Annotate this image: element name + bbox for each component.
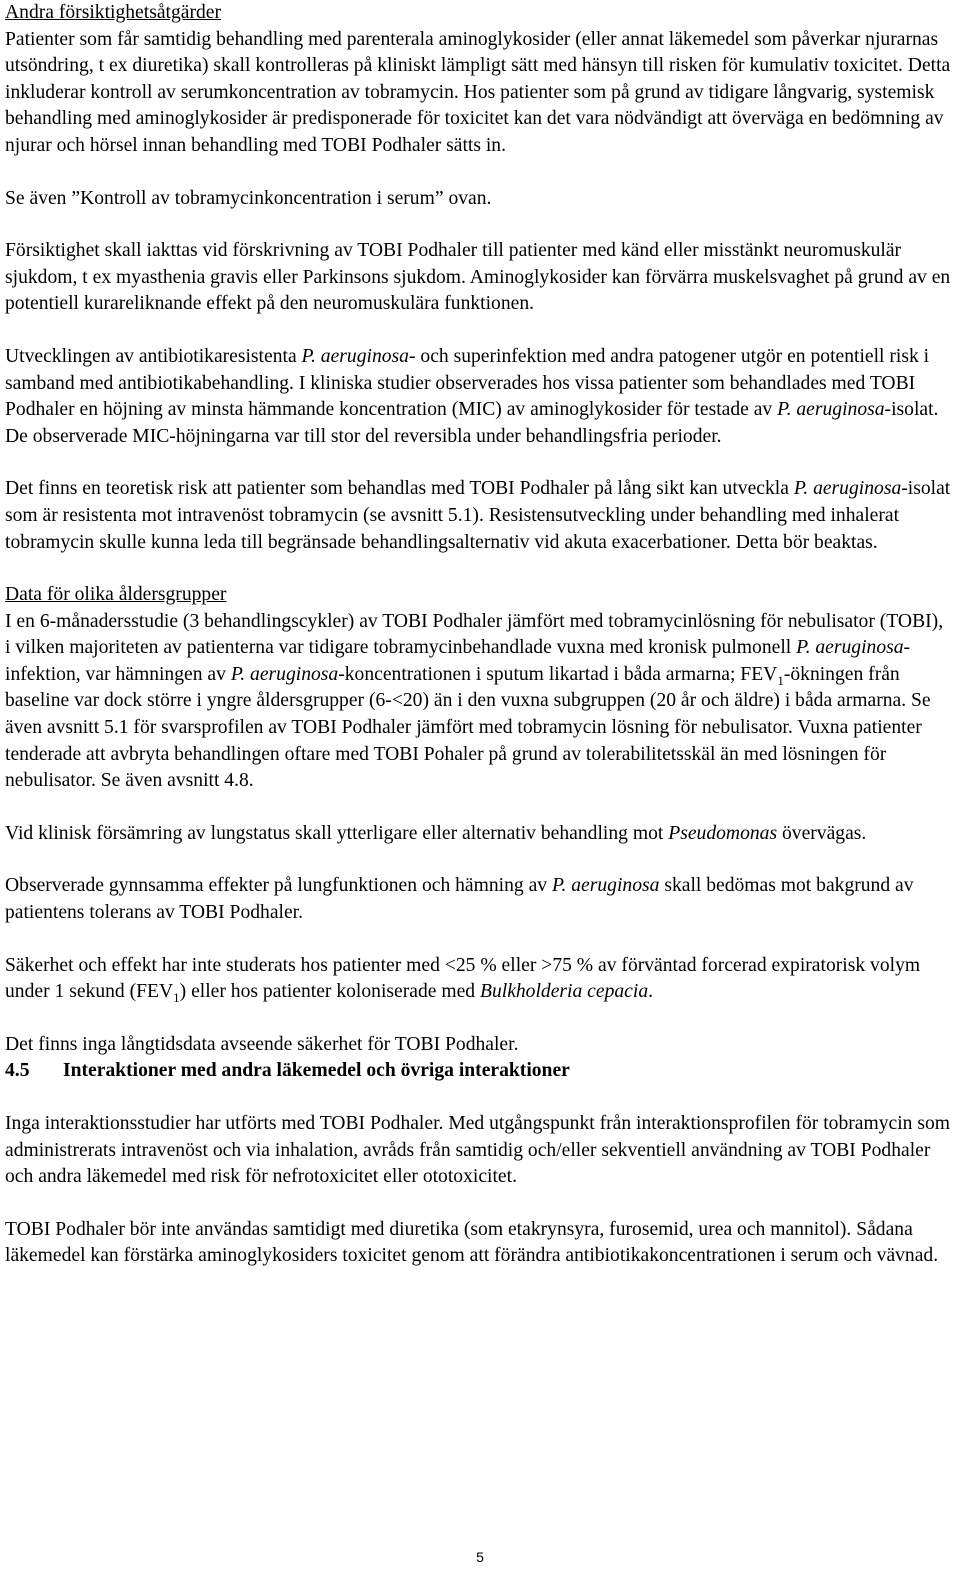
italic-text: Pseudomonas bbox=[668, 822, 778, 844]
text-run: -ökningen från baseline var dock större i yngre åldersgrupper (6-<20) än i den vuxna subgruppen (20 år och äldre) i båda armarna. Se även avsnitt 5.1 för svarsprofilen av TOBI Podhaler jämfört med tobramycin lösning för nebulisator. Vuxna patienter tenderade att avbryta behandlingen oftare med TOBI Pohaler på grund av tolerabilitetsskäl än med lösningen för nebulisator. Se även avsnitt 4.8. bbox=[5, 663, 931, 792]
paragraph bbox=[5, 344, 953, 450]
italic-text: P. aeruginosa bbox=[230, 663, 339, 685]
text-run: -isolat. De observerade MIC-höjningarna var till stor del reversibla under behandlingsfria perioder. bbox=[5, 399, 939, 447]
paragraph: Patienter som får samtidig behandling med parenterala aminoglykosider (eller annat läkemedel som påverkar njurarnas utsöndring, t ex diuretika) skall kontrolleras på kliniskt lämpligt sätt med hänsyn till risken för kumulativ toxicitet. Detta inkluderar kontroll av serumkoncentration av tobramycin. Hos patienter som på grund av tidigare långvarig, systemisk behandling med aminoglykosider är predisponerade för toxicitet kan det vara nödvändigt att överväga en bedömning av njurar och hörsel innan behandling med TOBI Podhaler sätts in. bbox=[5, 28, 951, 156]
paragraph bbox=[5, 821, 953, 848]
paragraph: Det finns inga långtidsdata avseende säkerhet för TOBI Podhaler. bbox=[5, 1033, 519, 1055]
section-heading-4-5 bbox=[5, 1058, 953, 1085]
text-run: ) eller hos patienter koloniserade med bbox=[179, 981, 480, 1003]
document-page bbox=[5, 0, 953, 1270]
subheading-age-groups: Data för olika åldersgrupper bbox=[5, 584, 227, 606]
text-run: -infektion, var hämningen av bbox=[5, 637, 911, 685]
italic-text: P. aeruginosa bbox=[777, 399, 885, 421]
text-run: -koncentrationen i sputum likartad i båda armarna; FEV bbox=[338, 663, 778, 685]
subscript: 1 bbox=[173, 990, 180, 1006]
text-run: Vid klinisk försämring av lungstatus skall ytterligare eller alternativ behandling mot bbox=[5, 822, 669, 844]
text-run: . bbox=[648, 981, 654, 1003]
paragraph: TOBI Podhaler bör inte användas samtidigt med diuretika (som etakrynsyra, furosemid, urea och mannitol). Sådana läkemedel kan förstärka aminoglykosiders toxicitet genom att förändra antibiotikakoncentrationen i serum och vävnad. bbox=[5, 1218, 939, 1267]
text-run: övervägas. bbox=[777, 822, 867, 844]
italic-text: P. aeruginosa bbox=[796, 637, 904, 659]
text-run: Säkerhet och effekt har inte studerats hos patienter med <25 % eller >75 % av förväntad forcerad expiratorisk volym under 1 sekund (FEV bbox=[5, 954, 921, 1003]
paragraph bbox=[5, 609, 953, 795]
italic-text: Bulkholderia cepacia bbox=[479, 981, 649, 1003]
text-run: skall bedömas mot bakgrund av patientens tolerans av TOBI Podhaler. bbox=[5, 875, 914, 924]
paragraph: Inga interaktionsstudier har utförts med TOBI Podhaler. Med utgångspunkt från interaktionsprofilen för tobramycin som administrerats intravenöst och via inhalation, avråds från samtidig och/eller sekventiell användning av TOBI Podhaler och andra läkemedel med risk för nefrotoxicitet eller ototoxicitet. bbox=[5, 1113, 951, 1188]
text-run: I en 6-månadersstudie (3 behandlingscykler) av TOBI Podhaler jämfört med tobramycinlösning för nebulisator (TOBI), i vilken majoriteten av patienterna var tidigare tobramycinbehandlade vuxna med kronisk pulmonell bbox=[5, 610, 944, 659]
section-number: 4.5 bbox=[5, 1060, 30, 1082]
section-title: Interaktioner med andra läkemedel och övriga interaktioner bbox=[63, 1060, 570, 1082]
paragraph: Se även ”Kontroll av tobramycinkoncentration i serum” ovan. bbox=[5, 187, 492, 209]
page-number: 5 bbox=[476, 1549, 484, 1565]
italic-text: P. aeruginosa bbox=[552, 875, 660, 897]
text-run: Det finns en teoretisk risk att patienter som behandlas med TOBI Podhaler på lång sikt kan utveckla bbox=[5, 478, 794, 500]
italic-text: P. aeruginosa bbox=[301, 345, 409, 367]
text-run: -isolat som är resistenta mot intravenöst tobramycin (se avsnitt 5.1). Resistensutveckling under behandling med inhalerat tobramycin skulle kunna leda till begränsade behandlingsalternativ vid akuta exacerbationer. Detta bör beaktas. bbox=[5, 478, 951, 553]
text-run: Observerade gynnsamma effekter på lungfunktionen och hämning av bbox=[5, 875, 552, 897]
subscript: 1 bbox=[777, 672, 784, 688]
italic-text: P. aeruginosa bbox=[793, 478, 902, 500]
subheading-other-precautions: Andra försiktighetsåtgärder bbox=[5, 2, 222, 23]
paragraph: Försiktighet skall iakttas vid förskrivning av TOBI Podhaler till patienter med känd eller misstänkt neuromuskulär sjukdom, t ex myasthenia gravis eller Parkinsons sjukdom. Aminoglykosider kan förvärra muskelsvaghet på grund av en potentiell kurareliknande effekt på den neuromuskulära funktionen. bbox=[5, 240, 951, 315]
text-run: - och superinfektion med andra patogener utgör en potentiell risk i samband med antibiotikabehandling. I kliniska studier observerades hos vissa patienter som behandlades med TOBI Podhaler en höjning av minsta hämmande koncentration (MIC) av aminoglykosider för testade av bbox=[5, 345, 930, 421]
paragraph bbox=[5, 953, 953, 1006]
text-run: Utvecklingen av antibiotikaresistenta bbox=[5, 345, 302, 367]
paragraph bbox=[5, 873, 953, 926]
paragraph bbox=[5, 476, 953, 556]
